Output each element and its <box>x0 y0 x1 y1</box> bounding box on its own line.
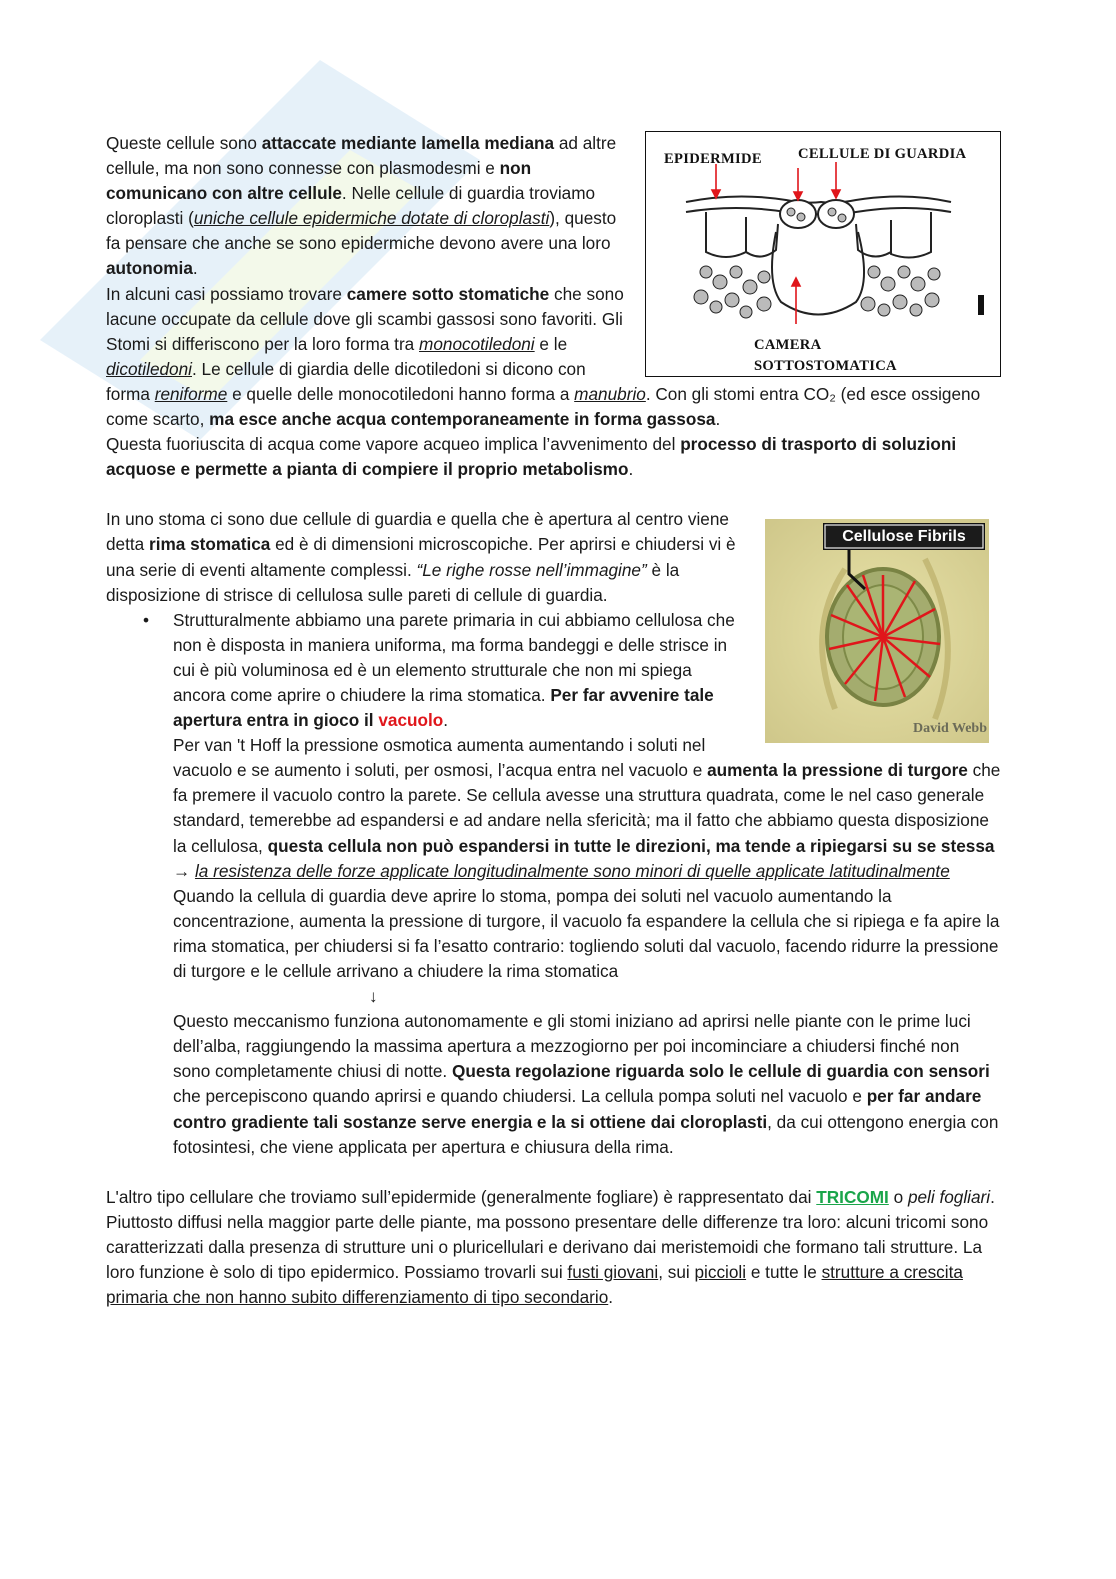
bullet-item-structure: • Strutturalmente abbiamo una parete primaria in cui abbiamo cellulosa che non è disposta in maniera uniforma, ma forma bandeggi e delle strisce in cui è più voluminosa ed è un elemento strutturale che non mi spiega ancora come aprire o chiudere la rima stomatica. Per far avvenire tale apertura entra in gioco il vacuolo. <box>173 608 1001 733</box>
right-arrow-icon: → <box>173 860 195 881</box>
tricomi-highlight: TRICOMI <box>816 1186 889 1207</box>
paragraph-van-t-hoff: Per van 't Hoff la pressione osmotica aumenta aumentando i soluti nel vacuolo e se aumento i soluti, per osmosi, l’acqua entra nel vacuolo e aumenta la pressione di turgore che fa premere il vacuolo contro la parete. Se cellula avesse una struttura quadrata, come le nel caso generale standard, temerebbe ad espandersi e ad andare nella sfericità; ma il fatto che abbiamo questa disposizione la cellulosa, questa cellula non può espandersi in tutte le direzioni, ma tende a ripiegarsi su se stessa → la resistenza delle forze applicate longitudinalmente sono minori di quelle applicate latitudinalmente <box>173 735 1001 881</box>
label-epidermide: EPIDERMIDE <box>664 151 762 167</box>
paragraph-tricomi: L'altro tipo cellulare che troviamo sull’epidermide (generalmente fogliare) è rappresentato dai TRICOMI o peli fogliari. Piuttosto diffusi nella maggior parte delle piante, ma possono presentare delle differenze tra loro: alcuni tricomi sono caratterizzati dalla presenza di strutture uni o pluricellulari e derivano dai meristemoidi che formano tali strutture. La loro funzione è solo di tipo epidermico. Possiamo trovarli sui fusti giovani, sui piccioli e tutte le strutture a crescita primaria che non hanno subito differenziamento di tipo secondario. <box>106 1186 995 1308</box>
vacuolo-highlight: vacuolo <box>378 710 444 731</box>
bullet-list <box>173 608 1001 1160</box>
photo-credit: David Webb <box>912 721 987 737</box>
paragraph-rima-stomatica: In uno stoma ci sono due cellule di guardia e quella che è apertura al centro viene detta rima stomatica ed è di dimensioni microscopiche. Per aprirsi e chiudersi vi è una serie di eventi altamente complessi. “Le righe rosse nell’immagine” è la disposizione di strisce di cellulosa sulle pareti di cellule di guardia. <box>106 509 736 605</box>
label-sottostomatica: SOTTOSTOMATICA <box>754 358 897 374</box>
label-cellule-di-guardia: CELLULE DI GUARDIA <box>798 146 967 162</box>
down-arrow-icon: ↓ <box>369 986 378 1007</box>
paragraph-attachment: Queste cellule sono attaccate mediante lamella mediana ad altre cellule, ma non sono connesse con plasmodesmi e non comunicano con altre cellule. Nelle cellule di guardia troviamo cloroplasti (uniche cellule epidermiche dotate di cloroplasti), questo fa pensare che anche se sono epidermiche devono avere una loro autonomia. <box>106 133 617 279</box>
paragraph-opening-closing: Quando la cellula di guardia deve aprire lo stoma, pompa dei soluti nel vacuolo aumentando la concentrazione, aumenta la pressione di turgore, il vacuolo fa espandere la cellula che si ripiega e fa apire la rima stomatica, per chiudersi si fa l’esatto contrario: togliendo soluti dal vacuolo, facendo ridurre la pressione di turgore e le cellule arrivano a chiudere la rima stomatica <box>173 885 1000 981</box>
cellulose-fibrils-banner: Cellulose Fibrils <box>842 528 966 546</box>
paragraph-substomatal-chambers: In alcuni casi possiamo trovare camere sotto stomatiche che sono lacune occupate da cellule dove gli scambi gassosi sono favoriti. Gli Stomi si differiscono per la loro forma tra monocotiledoni e le dicotiledoni. Le cellule di giardia delle dicotiledoni si dicono con forma reniforme e quelle delle monocotiledoni hanno forma a manubrio. Con gli stomi entra CO₂ (ed esce ossigeno come scarto, ma esce anche acqua contemporaneamente in forma gassosa. <box>106 283 981 430</box>
paragraph-water-vapor: Questa fuoriuscita di acqua come vapore acqueo implica l’avvenimento del processo di trasporto di soluzioni acquose e permette a pianta di compiere il proprio metabolismo. <box>106 434 957 480</box>
paragraph-autonomous-mechanism: Questo meccanismo funziona autonomamente e gli stomi iniziano ad aprirsi nelle piante con le prime luci dell’alba, raggiungendo la massima apertura a mezzogiorno per poi incominciare a chiudersi finché non sono completamente chiusi di notte. Questa regolazione riguarda solo le cellule di guardia con sensori che percepiscono quando aprirsi e quando chiudersi. La cellula pompa soluti nel vacuolo e per far andare contro gradiente tali sostanze serve energia e la si ottiene dai cloroplasti, da cui ottengono energia con fotosintesi, che viene applicata per apertura e chiusura della rima. <box>173 1011 999 1157</box>
document-page <box>106 131 1001 1310</box>
label-camera: CAMERA <box>754 337 822 353</box>
stoma-cross-section-figure <box>645 131 1001 377</box>
